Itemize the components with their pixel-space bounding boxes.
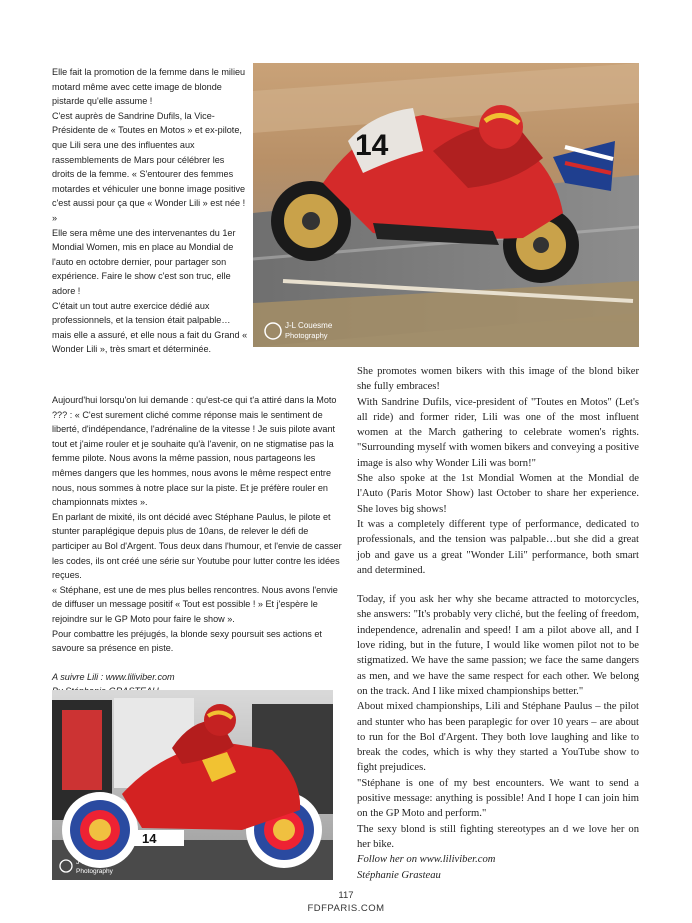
- paragraph: En parlant de mixité, ils ont décidé avec Stéphane Paulus, le pilote et stunter paraplégique depuis plus de 10ans, de relever le défi de participer au Bol d'Argent. Tous deux dans l'humour, et l'envie de casser les codes, ils ont créé une série sur Youtube pour lutter contre les idées reçues.: [52, 511, 342, 581]
- paragraph: Pour combattre les préjugés, la blonde sexy poursuit ses actions et savoure sa présence en piste.: [52, 628, 322, 654]
- paragraph: Aujourd'hui lorsqu'on lui demande : qu'est-ce qui t'a attiré dans la Moto ??? : « C'est surement cliché comme réponse mais le sentiment de liberté, d'indépendance, l'adrénaline de la vitesse ! Je suis pilote avant tout et j'aime rouler et je souhaite qu'à l'avenir, on ne stigmatise pas la femme pilote. Nous avons la même passion, nous partageons les mêmes dangers que les hommes, nous avons le même respect entre nous, nous sommes à notre place sur la piste. Et je préfère rouler en championnats mixtes ».: [52, 395, 337, 508]
- author-credit: Stéphanie Grasteau: [357, 869, 441, 881]
- bike-number: 14: [355, 129, 389, 162]
- watermark-subtitle: Photography: [285, 331, 328, 340]
- paragraph: C'était un tout autre exercice dédié aux professionnels, et la tension était palpable… mais elle a assuré, et elle nous a fait du Grand « Wonder Lili », très smart et déterminée.: [52, 300, 248, 355]
- paragraph: "Stéphane is one of my best encounters. We want to send a positive message: anything is possible! And I hope I can join him on the GP Moto and perform.": [357, 777, 639, 820]
- paragraph: About mixed championships, Lili and Stéphane Paulus – the pilot and stunter who has been paraplegic for over 10 years – are about to run for the Bol d'Argent. They both love laughing and like to break the codes, which is why they started a YouTube show to fight prejudices.: [357, 701, 639, 774]
- paragraph: She promotes women bikers with this image of the blond biker she fully embraces!: [357, 366, 639, 393]
- watermark-subtitle: Photography: [76, 868, 113, 875]
- site-url: FDFPARIS.COM: [307, 903, 385, 914]
- english-article-column: [357, 364, 639, 883]
- paragraph: Elle fait la promotion de la femme dans le milieu motard même avec cette image de blonde pistarde qu'elle assume !: [52, 67, 246, 107]
- bike-number: 14: [142, 831, 157, 846]
- page-number: 117: [338, 890, 354, 901]
- paragraph: It was a completely different type of performance, dedicated to professionals, and the tension was palpable…but she did a great job and gave us a great "Wonder Lili" performance, both smart and determined.: [357, 518, 639, 576]
- french-article-body: [52, 379, 344, 699]
- paragraph: « Stéphane, est une de mes plus belles rencontres. Nous avons l'envie de diffuser un message positif « Tout est possible ! » Et j'espère le rejoindre sur le GP Moto pour faire le show ».: [52, 584, 338, 624]
- garage-motorcycle-photo: [52, 690, 333, 880]
- paragraph: The sexy blond is still fighting stereotypes an d we love her on her bike.: [357, 823, 639, 850]
- follow-credit: Follow her on www.liliviber.com: [357, 854, 496, 866]
- paragraph: C'est auprès de Sandrine Dufils, la Vice-Présidente de « Toutes en Motos » et ex-pilote, que Lili sera une des influentes aux rassemblements de Mars pour célébrer les droits de la femme. « S'entourer des femmes motardes et véhiculer une bonne image positive c'est aussi pour ça que « Wonder Lili » est née ! »: [52, 110, 246, 223]
- racing-motorcycle-photo: [253, 63, 639, 347]
- french-article-column: [52, 65, 249, 357]
- paragraph: Elle sera même une des intervenantes du 1er Mondial Women, mis en place au Mondial de l'auto en octobre dernier, pour partager son expérience. Faire le show c'est son truc, elle adore !: [52, 227, 236, 296]
- paragraph: She also spoke at the 1st Mondial Women at the Mondial de l'Auto (Paris Motor Show) last October to share her experience. She loves big shows!: [357, 473, 639, 515]
- paragraph: With Sandrine Dufils, vice-president of "Toutes en Motos" (Let's all ride) and former rider, Lili was one of the most influent women at the March gathering to celebrate women's rights. "Surrounding myself with women bikers and conveying a positive image is also why Wonder Lili was born!": [357, 396, 639, 469]
- watermark-name: J-L Couesme: [76, 859, 118, 866]
- watermark-name: J-L Couesme: [285, 321, 333, 330]
- follow-credit: A suivre Lili : www.liliviber.com: [52, 671, 175, 682]
- paragraph: Today, if you ask her why she became attracted to motorcycles, she answers: "It's probably very cliché, but the feeling of freedom, independence, adrenalin and speed! I am a pilot above all, and I love riding, but in the future, I would like women pilot not to be stigmatized. We have the same passion; we face the same dangers as men, and we have the same respect for each other. We belong on the track. And I like mixed championships better.": [357, 594, 639, 697]
